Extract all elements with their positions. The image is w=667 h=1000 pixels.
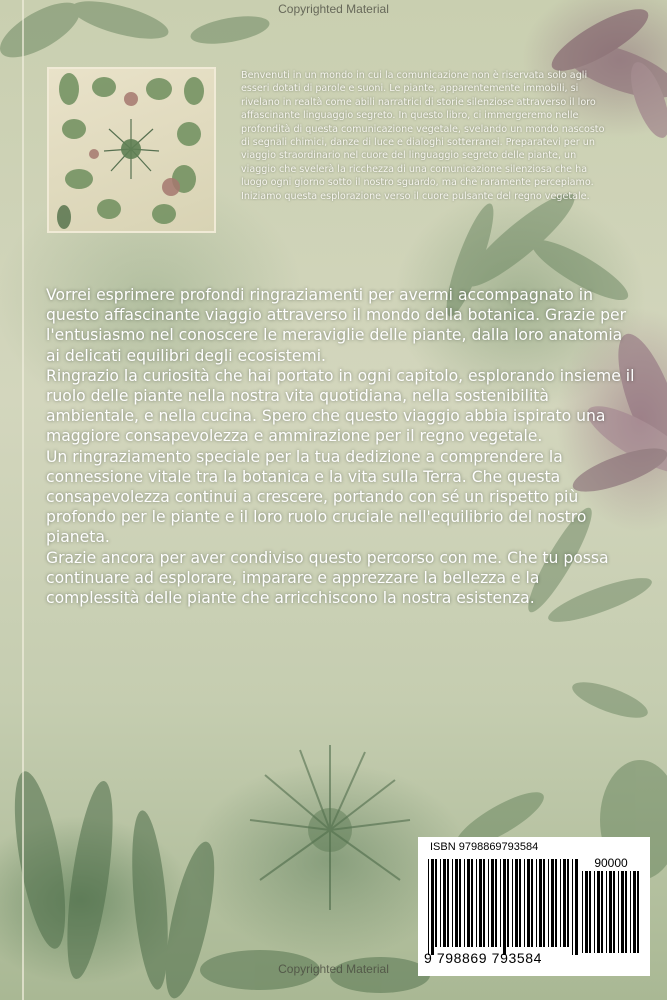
barcode-bar — [440, 859, 441, 947]
barcode-bar — [601, 871, 603, 953]
barcode-bar — [459, 859, 461, 947]
barcode-bar — [531, 859, 533, 947]
acknowledgements-text — [46, 285, 636, 608]
barcode-addon-number: 90000 — [594, 856, 628, 870]
barcode-bar — [609, 871, 612, 953]
barcode-bar — [621, 871, 624, 953]
barcode-bar — [443, 859, 446, 947]
barcode-bar — [479, 859, 482, 947]
barcode-bar — [589, 871, 591, 953]
barcode-bar — [597, 871, 600, 953]
acknowledgements-paragraph: Vorrei esprimere profondi ringraziamenti per avermi accompagnato in questo affascinante viaggio attraverso il mondo della botanica. Grazie per l'entusiasmo nel conoscere le meraviglie delle piante, dalla loro anatomia ai delicati equilibri degli ecosistemi. — [46, 286, 627, 365]
acknowledgements-paragraph: Grazie ancora per aver condiviso questo percorso con me. Che tu possa continuare ad esplorare, imparare e apprezzare la bellezza e la complessità delle piante che arricchiscono la nostra esistenza. — [46, 548, 609, 608]
book-blurb: Benvenuti in un mondo in cui la comunicazione non è riservata solo agli esseri dotati di parole e suoni. Le piante, apparentemente immobili, si rivelano in realtà come abili narratrici di storie silenziose attraverso il loro affascinante linguaggio segreto. In questo libro, ci immergeremo nelle profondità di questa comunicazione vegetale, svelando un mondo nascosto di segnali chimici, danze di luce e dialoghi sotterranei. Preparatevi per un viaggio straordinario nel cuore del linguaggio segreto delle piante, un viaggio che svelerà la ricchezza di una comunicazione silenziosa che ha luogo ogni giorno sotto il nostro sguardo, ma che raramente percepiamo. Iniziamo questa esplorazione verso il cuore pulsante del regno vegetale. — [241, 70, 605, 202]
barcode-bar — [527, 859, 530, 947]
barcode-bar — [491, 859, 494, 947]
barcode-addon-bars — [582, 871, 640, 961]
barcode-bar — [630, 871, 631, 953]
barcode-bar — [471, 859, 473, 947]
barcode-bar — [431, 859, 434, 955]
barcode-bar — [483, 859, 485, 947]
barcode-bar — [488, 859, 489, 947]
watermark-top: Copyrighted Material — [278, 2, 389, 16]
watermark-bottom: Copyrighted Material — [278, 962, 389, 976]
barcode-bar — [500, 859, 501, 947]
barcode-bar — [572, 859, 573, 955]
barcode-bar — [567, 859, 569, 947]
barcode-bar — [452, 859, 453, 947]
barcode-bar — [575, 859, 578, 955]
barcode-bar — [467, 859, 470, 947]
barcode-bar — [618, 871, 619, 953]
barcode-bar — [582, 871, 583, 953]
barcode-bar — [585, 871, 588, 953]
barcode-bar — [495, 859, 497, 947]
barcode-bar — [536, 859, 537, 947]
barcode-bar — [563, 859, 566, 947]
isbn-barcode — [418, 837, 650, 976]
barcode-bar — [515, 859, 518, 947]
barcode-bar — [464, 859, 465, 947]
barcode-bar — [435, 859, 437, 947]
barcode-bar — [637, 871, 639, 953]
barcode-bar — [447, 859, 449, 947]
barcode-bar — [555, 859, 557, 947]
cover-border-line — [22, 0, 24, 1000]
barcode-bars — [428, 859, 578, 955]
barcode-bar — [625, 871, 627, 953]
barcode-bar — [633, 871, 636, 953]
barcode-bar — [560, 859, 561, 947]
barcode-bar — [428, 859, 429, 955]
barcode-bar — [524, 859, 525, 947]
acknowledgements-paragraph: Un ringraziamento speciale per la tua dedizione a comprendere la connessione vitale tra la botanica e la vita sulla Terra. Che questa consapevolezza continui a crescere, portando con sé un rispetto più profondo per le piante e il loro ruolo cruciale nell'equilibrio del nostro pianeta. — [46, 447, 587, 547]
isbn-label: ISBN 9798869793584 — [430, 841, 539, 853]
barcode-bar — [543, 859, 545, 947]
barcode-bar — [507, 859, 509, 947]
barcode-bar — [606, 871, 607, 953]
barcode-bar — [503, 859, 506, 955]
botanical-illustration — [47, 67, 216, 233]
barcode-bar — [455, 859, 458, 947]
acknowledgements-paragraph: Ringrazio la curiosità che hai portato in ogni capitolo, esplorando insieme il ruolo delle piante nella nostra vita quotidiana, nella sostenibilità ambientale, e nella cucina. Spero che questo viaggio abbia ispirato una maggiore consapevolezza e ammirazione per il regno vegetale. — [46, 366, 635, 446]
barcode-bar — [548, 859, 549, 947]
barcode-bar — [539, 859, 542, 947]
barcode-bar — [551, 859, 554, 947]
barcode-bar — [613, 871, 615, 953]
barcode-bar — [519, 859, 521, 947]
barcode-bar — [594, 871, 595, 953]
barcode-digits: 9 798869 793584 — [424, 950, 542, 966]
barcode-bar — [512, 859, 513, 947]
barcode-bar — [476, 859, 477, 947]
